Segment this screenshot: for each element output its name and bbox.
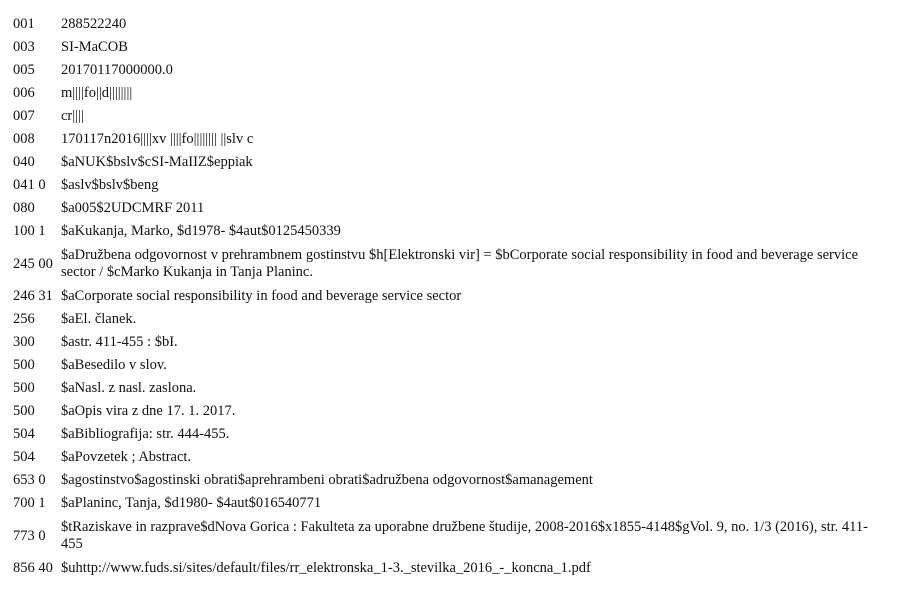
field-tag: 007 — [13, 108, 35, 124]
marc-field-040 — [0, 151, 900, 174]
field-value: $aPovzetek ; Abstract. — [61, 449, 192, 465]
marc-record — [0, 13, 900, 580]
field-value: 288522240 — [61, 16, 127, 32]
field-value: $aBesedilo v slov. — [61, 357, 167, 373]
field-value: 170117n2016||||xv ||||fo|||||||| ||slv c — [61, 131, 254, 147]
field-value: $aDružbena odgovornost v prehrambnem gostinstvu $h[Elektronski vir] = $bCorporate social responsibility in food and beverage service sector / $cMarko Kukanja in Tanja Planinc. — [61, 247, 862, 280]
marc-field-001 — [0, 13, 900, 36]
field-tag: 001 — [13, 16, 35, 32]
field-tag: 246 31 — [13, 288, 53, 304]
field-tag: 856 40 — [13, 560, 53, 576]
marc-field-008 — [0, 128, 900, 151]
field-tag: 504 — [13, 426, 35, 442]
field-tag: 500 — [13, 357, 35, 373]
field-value: $aBibliografija: str. 444-455. — [61, 426, 230, 442]
field-value: $aNUK$bslv$cSI-MaIIZ$eppiak — [61, 154, 253, 170]
field-tag: 256 — [13, 311, 35, 327]
field-tag: 006 — [13, 85, 35, 101]
field-tag: 008 — [13, 131, 35, 147]
field-tag: 041 0 — [13, 177, 46, 193]
field-value: SI-MaCOB — [61, 39, 128, 55]
marc-field-003 — [0, 36, 900, 59]
marc-field-246 — [0, 285, 900, 308]
field-value: $aKukanja, Marko, $d1978- $4aut$0125450339 — [61, 223, 341, 239]
marc-field-700 — [0, 492, 900, 515]
marc-field-100 — [0, 220, 900, 243]
field-tag: 005 — [13, 62, 35, 78]
field-value: $aOpis vira z dne 17. 1. 2017. — [61, 403, 236, 419]
field-value: 20170117000000.0 — [61, 62, 173, 78]
field-value: $agostinstvo$agostinski obrati$aprehrambeni obrati$adružbena odgovornost$amanagement — [61, 472, 593, 488]
marc-field-245 — [0, 243, 900, 285]
field-value: cr|||| — [61, 108, 84, 124]
field-value: $uhttp://www.fuds.si/sites/default/files/rr_elektronska_1-3._stevilka_2016_-_koncna_1.pdf — [61, 560, 591, 576]
field-value: $aEl. članek. — [61, 311, 137, 327]
field-value: $astr. 411-455 : $bI. — [61, 334, 178, 350]
marc-field-773 — [0, 515, 900, 557]
field-value: m||||fo||d|||||||| — [61, 85, 133, 101]
marc-field-006 — [0, 82, 900, 105]
marc-field-300 — [0, 331, 900, 354]
field-tag: 040 — [13, 154, 35, 170]
marc-field-005 — [0, 59, 900, 82]
marc-field-856 — [0, 557, 900, 580]
field-tag: 245 00 — [13, 255, 53, 272]
field-value: $aslv$bslv$beng — [61, 177, 159, 193]
marc-field-041 — [0, 174, 900, 197]
marc-field-007 — [0, 105, 900, 128]
marc-field-256 — [0, 308, 900, 331]
marc-field-504 — [0, 423, 900, 446]
field-tag: 003 — [13, 39, 35, 55]
marc-field-080 — [0, 197, 900, 220]
field-tag: 504 — [13, 449, 35, 465]
field-tag: 653 0 — [13, 472, 46, 488]
field-value: $aNasl. z nasl. zaslona. — [61, 380, 197, 396]
marc-field-504 — [0, 446, 900, 469]
field-tag: 100 1 — [13, 223, 46, 239]
field-value: $tRaziskave in razprave$dNova Gorica : Fakulteta za uporabne družbene študije, 2008-2016$x1855-4148$gVol. 9, no. 1/3 (2016), str. 411-455 — [61, 519, 868, 552]
marc-field-500 — [0, 400, 900, 423]
field-tag: 500 — [13, 380, 35, 396]
marc-field-653 — [0, 469, 900, 492]
field-value: $aPlaninc, Tanja, $d1980- $4aut$016540771 — [61, 495, 322, 511]
field-value: $a005$2UDCMRF 2011 — [61, 200, 205, 216]
field-tag: 080 — [13, 200, 35, 216]
field-tag: 773 0 — [13, 527, 46, 544]
field-tag: 700 1 — [13, 495, 46, 511]
marc-field-500 — [0, 377, 900, 400]
field-tag: 500 — [13, 403, 35, 419]
marc-field-500 — [0, 354, 900, 377]
field-tag: 300 — [13, 334, 35, 350]
field-value: $aCorporate social responsibility in food and beverage service sector — [61, 288, 462, 304]
